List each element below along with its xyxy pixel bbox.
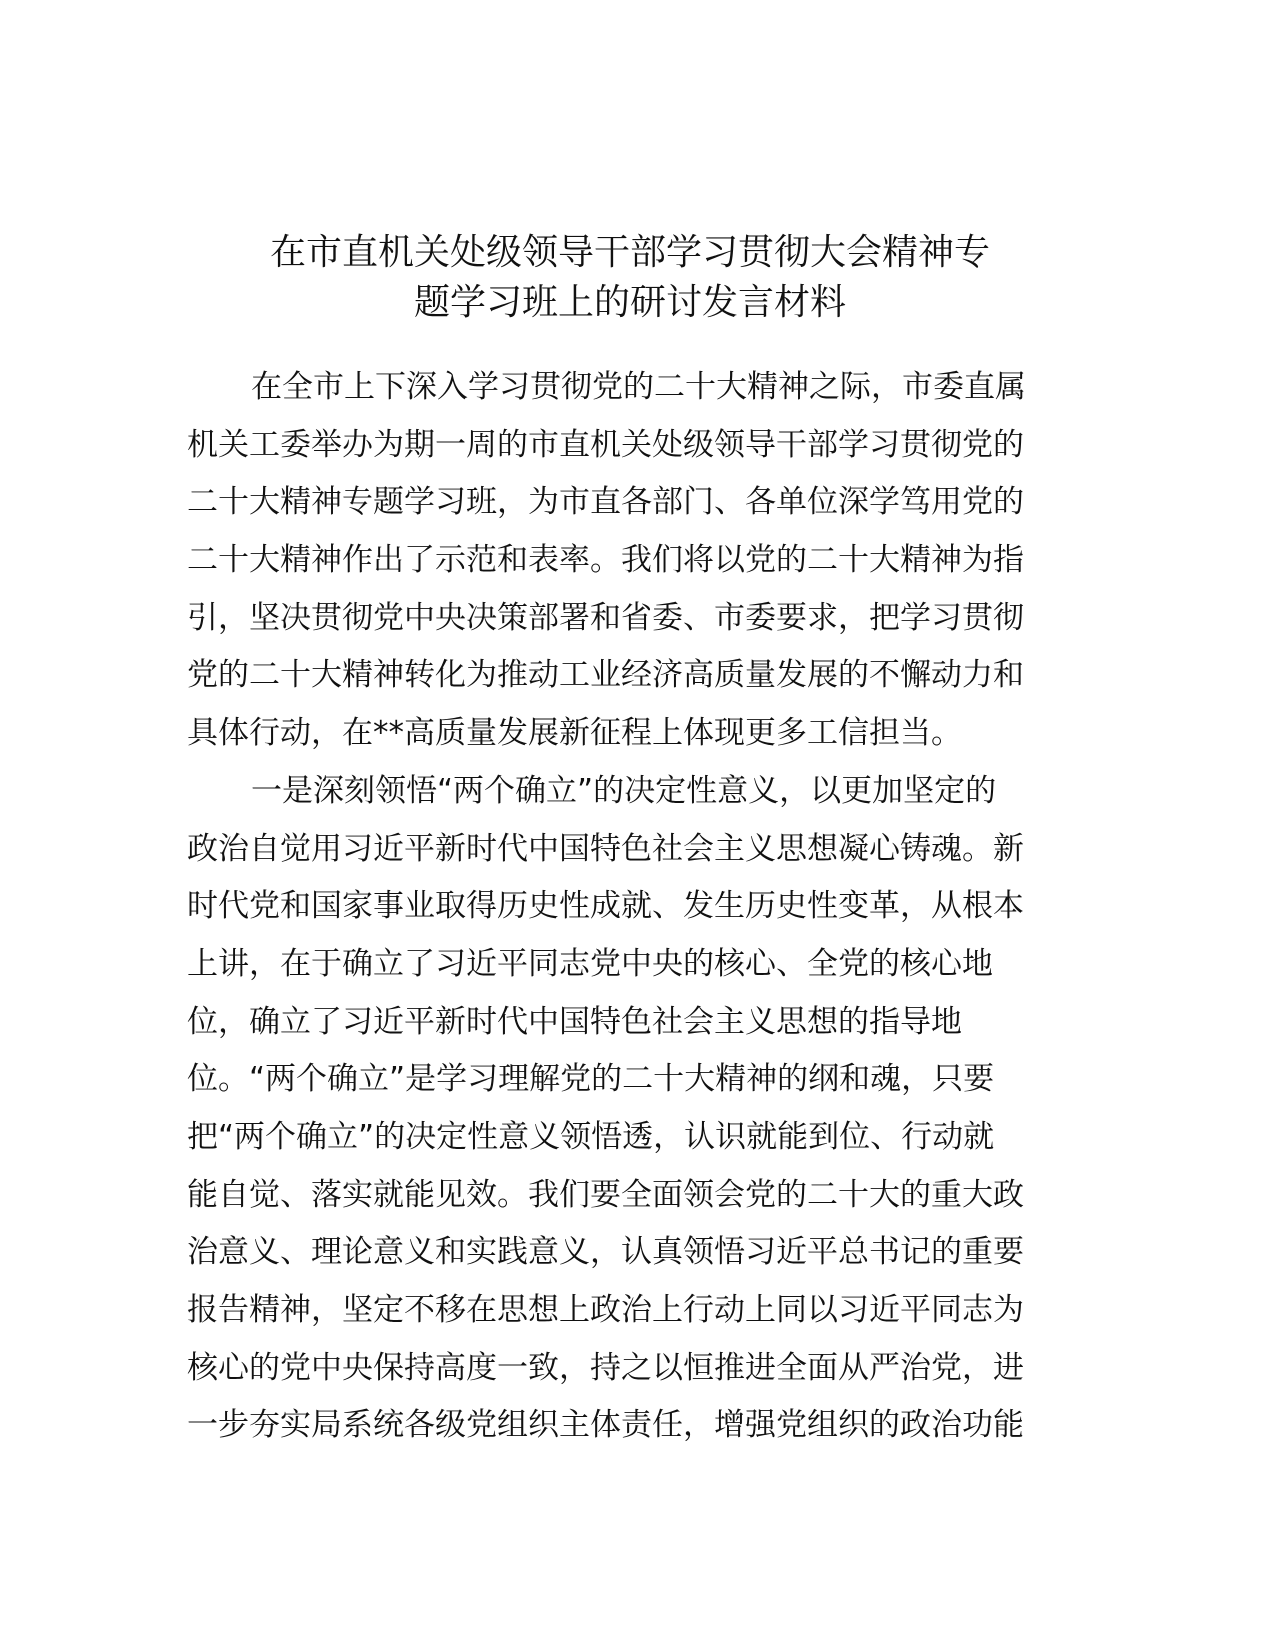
text-line: 党的二十大精神转化为推动工业经济高质量发展的不懈动力和 [187, 657, 1024, 694]
text-line: 一是深刻领悟“两个确立”的决定性意义，以更加坚定的 [251, 772, 997, 809]
text-line: 位，确立了习近平新时代中国特色社会主义思想的指导地 [187, 1003, 962, 1040]
text-line: 引，坚决贯彻党中央决策部署和省委、市委要求，把学习贯彻 [187, 599, 1024, 636]
text-line: 一步夯实局系统各级党组织主体责任，增强党组织的政治功能 [187, 1407, 1024, 1444]
text-line: 政治自觉用习近平新时代中国特色社会主义思想凝心铸魂。新 [187, 830, 1024, 867]
paragraph-point-one [187, 763, 1087, 1455]
document-title [160, 228, 1100, 328]
text-line: 机关工委举办为期一周的市直机关处级领导干部学习贯彻党的 [187, 426, 1024, 463]
title-line: 在市直机关处级领导干部学习贯彻大会精神专 [269, 232, 990, 273]
text-line: 二十大精神专题学习班，为市直各部门、各单位深学笃用党的 [187, 484, 1024, 521]
text-line: 时代党和国家事业取得历史性成就、发生历史性变革，从根本 [187, 888, 1024, 925]
text-line: 报告精神，坚定不移在思想上政治上行动上同以习近平同志为 [187, 1292, 1024, 1328]
text-line: 在全市上下深入学习贯彻党的二十大精神之际，市委直属 [251, 369, 1026, 405]
text-line: 上讲，在于确立了习近平同志党中央的核心、全党的核心地 [187, 945, 993, 982]
text-line: 能自觉、落实就能见效。我们要全面领会党的二十大的重大政 [187, 1176, 1024, 1213]
paragraph-intro [187, 359, 1087, 763]
text-line: 核心的党中央保持高度一致，持之以恒推进全面从严治党，进 [187, 1349, 1024, 1386]
text-line: 治意义、理论意义和实践意义，认真领悟习近平总书记的重要 [187, 1234, 1024, 1271]
text-line: 具体行动，在**高质量发展新征程上体现更多工信担当。 [187, 715, 962, 752]
text-line: 把“两个确立”的决定性意义领悟透，认识就能到位、行动就 [187, 1118, 995, 1155]
title-line: 题学习班上的研讨发言材料 [413, 282, 846, 323]
text-line: 二十大精神作出了示范和表率。我们将以党的二十大精神为指 [187, 542, 1024, 579]
text-line: 位。“两个确立”是学习理解党的二十大精神的纲和魂，只要 [187, 1061, 995, 1098]
document-body [187, 359, 1087, 1455]
